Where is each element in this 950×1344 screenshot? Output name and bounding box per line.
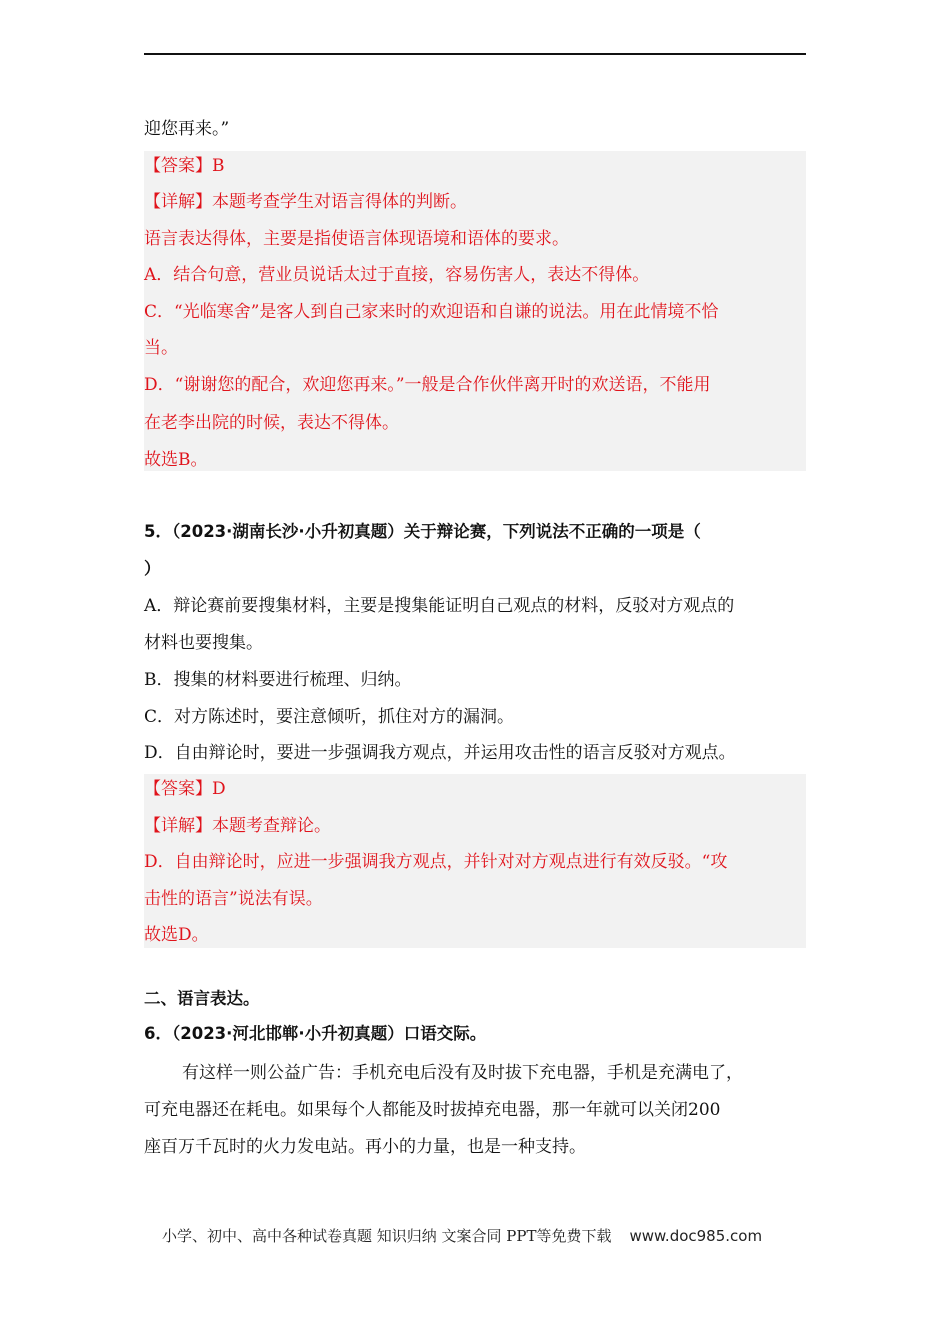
detail-label: 【详解】本题考查辩论。 (144, 816, 331, 836)
explanation-option-a: A．结合句意，营业员说话太过于直接，容易伤害人，表达不得体。 (144, 265, 650, 285)
option-d: D．自由辩论时，要进一步强调我方观点，并运用攻击性的语言反驳对方观点。 (144, 743, 736, 763)
option-b: B．搜集的材料要进行梳理、归纳。 (144, 670, 412, 690)
option-a-line1: A．辩论赛前要搜集材料，主要是搜集能证明自己观点的材料，反驳对方观点的 (144, 596, 735, 616)
footer-url[interactable]: www.doc985.com (629, 1227, 763, 1245)
conclusion: 故选D。 (144, 925, 209, 945)
explanation-option-d-line1: D．自由辩论时，应进一步强调我方观点，并针对对方观点进行有效反驳。“攻 (144, 852, 728, 872)
footer-text: 小学、初中、高中各种试卷真题 知识归纳 文案合同 PPT等免费下载 (162, 1227, 612, 1245)
option-a-line2: 材料也要搜集。 (144, 633, 263, 653)
detail-label: 【详解】本题考查学生对语言得体的判断。 (144, 192, 467, 212)
question-6-title: 6．（2023·河北邯郸·小升初真题）口语交际。 (144, 1024, 487, 1043)
paragraph-line3: 座百万千瓦时的火力发电站。再小的力量，也是一种支持。 (144, 1137, 586, 1157)
explanation-option-d-line1: D．“谢谢您的配合，欢迎您再来。”一般是合作伙伴离开时的欢送语，不能用 (144, 375, 711, 395)
header-rule (144, 53, 806, 55)
explanation-option-d-line2: 击性的语言”说法有误。 (144, 889, 323, 909)
section-heading: 二、语言表达。 (144, 989, 260, 1008)
continued-text: 迎您再来。” (144, 119, 230, 139)
explanation-option-d-line2: 在老李出院的时候，表达不得体。 (144, 413, 399, 433)
question-5-title-line1: 5．（2023·湖南长沙·小升初真题）关于辩论赛，下列说法不正确的一项是（ (144, 522, 701, 541)
paragraph-line1: 有这样一则公益广告：手机充电后没有及时拔下充电器，手机是充满电了， (182, 1063, 743, 1083)
option-c: C．对方陈述时，要注意倾听，抓住对方的漏洞。 (144, 707, 515, 727)
paragraph-line2: 可充电器还在耗电。如果每个人都能及时拔掉充电器，那一年就可以关闭200 (144, 1100, 721, 1120)
footer (162, 1226, 762, 1246)
answer-label: 【答案】B (144, 156, 225, 176)
explanation-option-c-line2: 当。 (144, 338, 178, 358)
conclusion: 故选B。 (144, 450, 208, 470)
explanation-option-c-line1: C．“光临寒舍”是客人到自己家来时的欢迎语和自谦的说法。用在此情境不恰 (144, 302, 719, 322)
explanation-line: 语言表达得体，主要是指使语言体现语境和语体的要求。 (144, 229, 569, 249)
answer-label: 【答案】D (144, 779, 226, 799)
question-5-title-line2: ） (144, 559, 161, 578)
